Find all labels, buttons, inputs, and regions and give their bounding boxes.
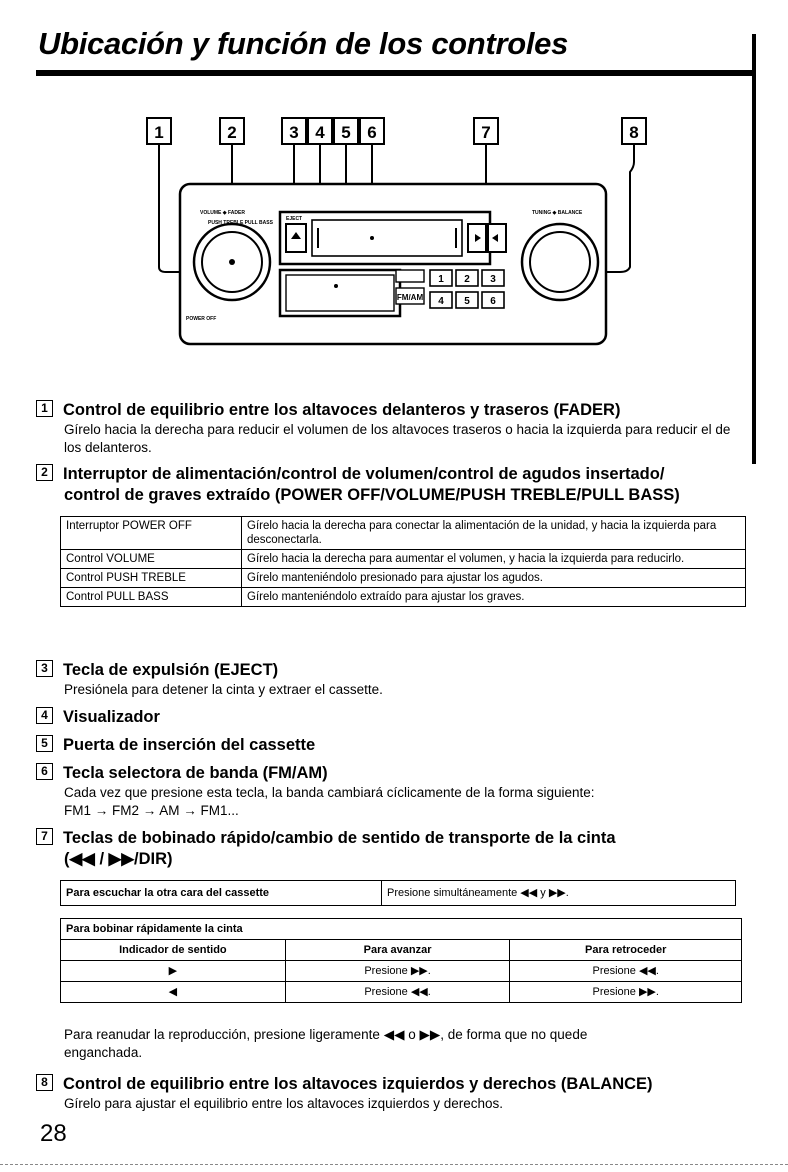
table-row [61,961,742,982]
section-8-heading: Control de equilibrio entre los altavoces izquierdos y derechos (BALANCE) [63,1075,653,1093]
section-5-heading: Puerta de inserción del cassette [63,736,316,754]
table-cell: ▶ [61,961,286,982]
callout-8 [622,118,646,144]
section-7-heading-1: Teclas de bobinado rápido/cambio de sentido de transporte de la cinta [63,829,616,847]
tuning-knob [522,224,598,300]
table-row [61,982,742,1003]
section-3-heading: Tecla de expulsión (EJECT) [63,661,279,679]
side-rule [752,34,756,464]
table-cell: Presione ◀◀. [285,982,510,1003]
section-6-body-1: Cada vez que presione esta tecla, la banda cambiará cíclicamente de la forma siguiente: [64,785,595,800]
section-1-heading: Control de equilibrio entre los altavoces delanteros y traseros (FADER) [63,401,621,419]
section-7-note-2: enganchada. [64,1045,143,1060]
eject-label: EJECT [286,216,303,222]
preset-4: 4 [438,296,444,307]
preset-1: 1 [438,274,444,285]
table-cell: Gírelo manteniéndolo extraído para ajustar los graves. [242,588,746,607]
callout-7 [474,118,498,144]
section-7 [36,828,746,870]
fast-wind-table [60,918,742,1003]
section-7-note-1: Para reanudar la reproducción, presione ligeramente ◀◀ o ▶▶, de forma que no quede [64,1027,588,1042]
section-2-heading-1: Interruptor de alimentación/control de volumen/control de agudos insertado/ [63,465,665,483]
table-header: Para avanzar [285,940,510,961]
section-3 [36,660,383,699]
number-badge-3: 3 [36,660,53,677]
table-row [61,550,746,569]
section-6 [36,763,746,820]
volume-knob [194,224,270,300]
section-4 [36,707,160,728]
preset-2: 2 [464,274,470,285]
section-8-body: Gírelo para ajustar el equilibrio entre los altavoces izquierdos y derechos. [64,1096,503,1111]
section-1-body: Gírelo hacia la derecha para reducir el volumen de los altavoces traseros o hacia la izquierda para reducir el de los delanteros. [64,422,731,455]
callout-2-label: 2 [227,123,237,142]
section-6-body-2: FM1 → FM2 → AM → FM1... [64,803,239,818]
table-cell: Gírelo hacia la derecha para aumentar el volumen, y hacia la izquierda para reducirlo. [242,550,746,569]
number-badge-5: 5 [36,735,53,752]
table-cell: Presione simultáneamente ◀◀ y ▶▶. [382,881,736,906]
preset-3: 3 [490,274,496,285]
push-pull-label: PUSH TREBLE PULL BASS [208,220,273,226]
preset-5: 5 [464,296,470,307]
number-badge-4: 4 [36,707,53,724]
callout-4-label: 4 [315,123,325,142]
callout-7-label: 7 [481,123,491,142]
bottom-edge [0,1164,788,1165]
table-cell: ◀ [61,982,286,1003]
tuning-balance-label: TUNING ◆ BALANCE [532,210,583,216]
number-badge-8: 8 [36,1074,53,1091]
table-cell: Gírelo manteniéndolo presionado para ajustar los agudos. [242,569,746,588]
title-rule [36,70,752,76]
table-cell: Presione ▶▶. [510,982,742,1003]
table-caption: Para bobinar rápidamente la cinta [61,919,742,940]
table-row [61,517,746,550]
section-6-heading: Tecla selectora de banda (FM/AM) [63,764,328,782]
section-1 [36,400,746,457]
table-row [61,919,742,940]
number-badge-2: 2 [36,464,53,481]
callout-6 [360,118,384,144]
callout-3 [282,118,306,144]
table-cell: Para escuchar la otra cara del cassette [61,881,382,906]
callout-5 [334,118,358,144]
table-cell: Control PUSH TREBLE [61,569,242,588]
table-row [61,569,746,588]
table-row [61,588,746,607]
callout-6-label: 6 [367,123,377,142]
section-2-heading-2: control de graves extraído (POWER OFF/VOLUME/PUSH TREBLE/PULL BASS) [64,486,680,504]
table-cell: Interruptor POWER OFF [61,517,242,550]
callout-1-label: 1 [154,123,164,142]
table-row [61,940,742,961]
table-cell: Control PULL BASS [61,588,242,607]
table-cell: Presione ▶▶. [285,961,510,982]
page-number: 28 [40,1120,67,1147]
other-side-table [60,880,736,906]
callout-5-label: 5 [341,123,351,142]
table-cell: Presione ◀◀. [510,961,742,982]
callout-8-label: 8 [629,123,639,142]
number-badge-7: 7 [36,828,53,845]
number-badge-6: 6 [36,763,53,780]
callout-4 [308,118,332,144]
section-7-note [36,1026,746,1062]
preset-6: 6 [490,296,496,307]
table-cell: Control VOLUME [61,550,242,569]
section-8 [36,1074,746,1113]
controls-table [60,516,746,607]
number-badge-1: 1 [36,400,53,417]
table-row [61,881,736,906]
power-off-label: POWER OFF [186,316,217,322]
table-header: Indicador de sentido [61,940,286,961]
callout-2 [220,118,244,144]
page-title: Ubicación y función de los controles [38,26,569,61]
section-2 [36,464,752,506]
callout-1 [147,118,171,144]
section-3-body: Presiónela para detener la cinta y extraer el cassette. [64,682,383,697]
section-5 [36,735,315,756]
stereo-diagram [140,112,660,352]
volume-fader-label: VOLUME ◆ FADER [200,210,245,216]
section-4-heading: Visualizador [63,708,160,726]
fm-am-label: FM/AM [396,293,424,302]
table-header: Para retroceder [510,940,742,961]
section-7-heading-2: (◀◀ / ▶▶/DIR) [64,850,173,868]
callout-3-label: 3 [289,123,299,142]
table-cell: Gírelo hacia la derecha para conectar la alimentación de la unidad, y hacia la izquierda para desconectarla. [242,517,746,550]
